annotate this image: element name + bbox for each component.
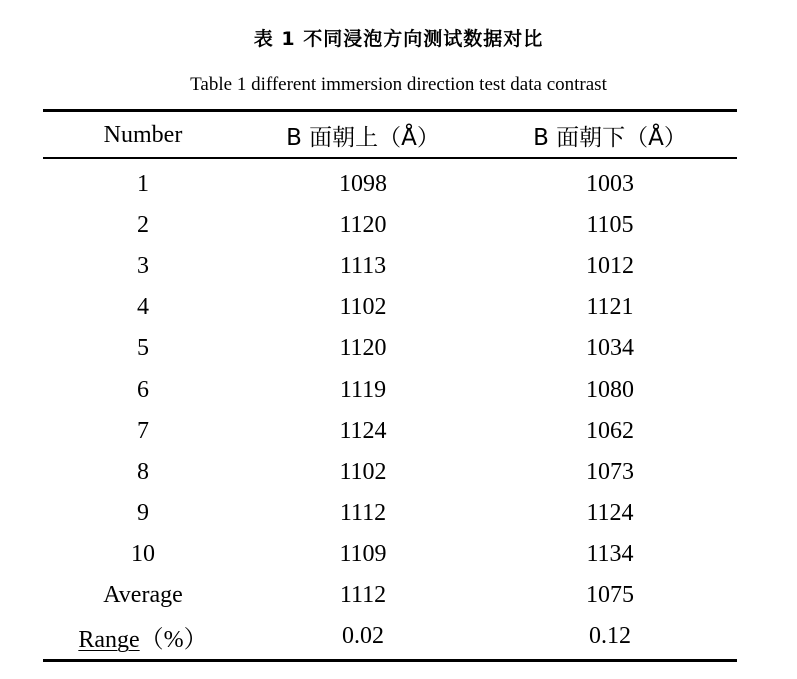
average-b-up: 1112	[339, 581, 387, 608]
b-up-value: 1120	[339, 335, 387, 362]
range-label-cell	[43, 616, 243, 657]
table-row	[43, 411, 737, 452]
row-number: 8	[137, 458, 149, 485]
table-row	[43, 493, 737, 534]
b-up-value: 1113	[339, 253, 387, 280]
b-down-value: 1003	[586, 171, 634, 198]
row-number: 3	[137, 253, 149, 280]
table-row	[43, 369, 737, 410]
row-number: 10	[131, 540, 155, 567]
row-number: 5	[137, 335, 149, 362]
b-down-value: 1062	[586, 417, 634, 444]
range-label: Range	[78, 627, 140, 654]
header-row	[43, 114, 737, 156]
b-down-value: 1073	[586, 458, 634, 485]
table-row	[43, 164, 737, 205]
bottom-rule	[43, 659, 737, 662]
header-rule	[43, 157, 737, 159]
average-label: Average	[103, 581, 183, 608]
table-row	[43, 452, 737, 493]
range-label-suffix: （%）	[139, 627, 208, 654]
top-rule	[43, 109, 737, 112]
table-row	[43, 246, 737, 287]
range-b-down: 0.12	[589, 623, 631, 650]
table-row	[43, 287, 737, 328]
b-up-value: 1119	[339, 376, 387, 403]
header-b-down-label: B 面朝下（Å）	[533, 124, 687, 151]
b-up-value: 1124	[339, 417, 387, 444]
b-down-value: 1124	[586, 499, 634, 526]
header-number: Number	[103, 121, 183, 148]
b-down-value: 1121	[586, 294, 634, 321]
b-down-value: 1080	[586, 376, 634, 403]
range-row	[43, 616, 737, 657]
average-row	[43, 575, 737, 616]
table-row	[43, 534, 737, 575]
row-number: 6	[137, 376, 149, 403]
row-number: 7	[137, 417, 149, 444]
row-number: 9	[137, 499, 149, 526]
b-up-value: 1102	[339, 458, 387, 485]
b-down-value: 1134	[586, 540, 634, 567]
header-b-down	[483, 114, 737, 156]
row-number: 4	[137, 294, 149, 321]
table-caption-chinese: 表 1 不同浸泡方向测试数据对比	[253, 28, 544, 50]
table-header	[43, 114, 737, 156]
row-number: 2	[137, 212, 149, 239]
b-up-value: 1102	[339, 294, 387, 321]
b-up-value: 1120	[339, 212, 387, 239]
b-up-value: 1112	[339, 499, 387, 526]
table-row	[43, 205, 737, 246]
table-caption-english: Table 1 different immersion direction test data contrast	[190, 74, 607, 95]
header-b-up	[243, 114, 483, 156]
b-down-value: 1012	[586, 253, 634, 280]
b-down-value: 1034	[586, 335, 634, 362]
table-row	[43, 328, 737, 369]
b-up-value: 1109	[339, 540, 387, 567]
header-b-up-label: B 面朝上（Å）	[286, 124, 440, 151]
average-b-down: 1075	[586, 581, 634, 608]
b-down-value: 1105	[586, 212, 634, 239]
b-up-value: 1098	[339, 171, 387, 198]
range-b-up: 0.02	[342, 623, 384, 650]
table-body	[43, 164, 737, 657]
row-number: 1	[137, 171, 149, 198]
